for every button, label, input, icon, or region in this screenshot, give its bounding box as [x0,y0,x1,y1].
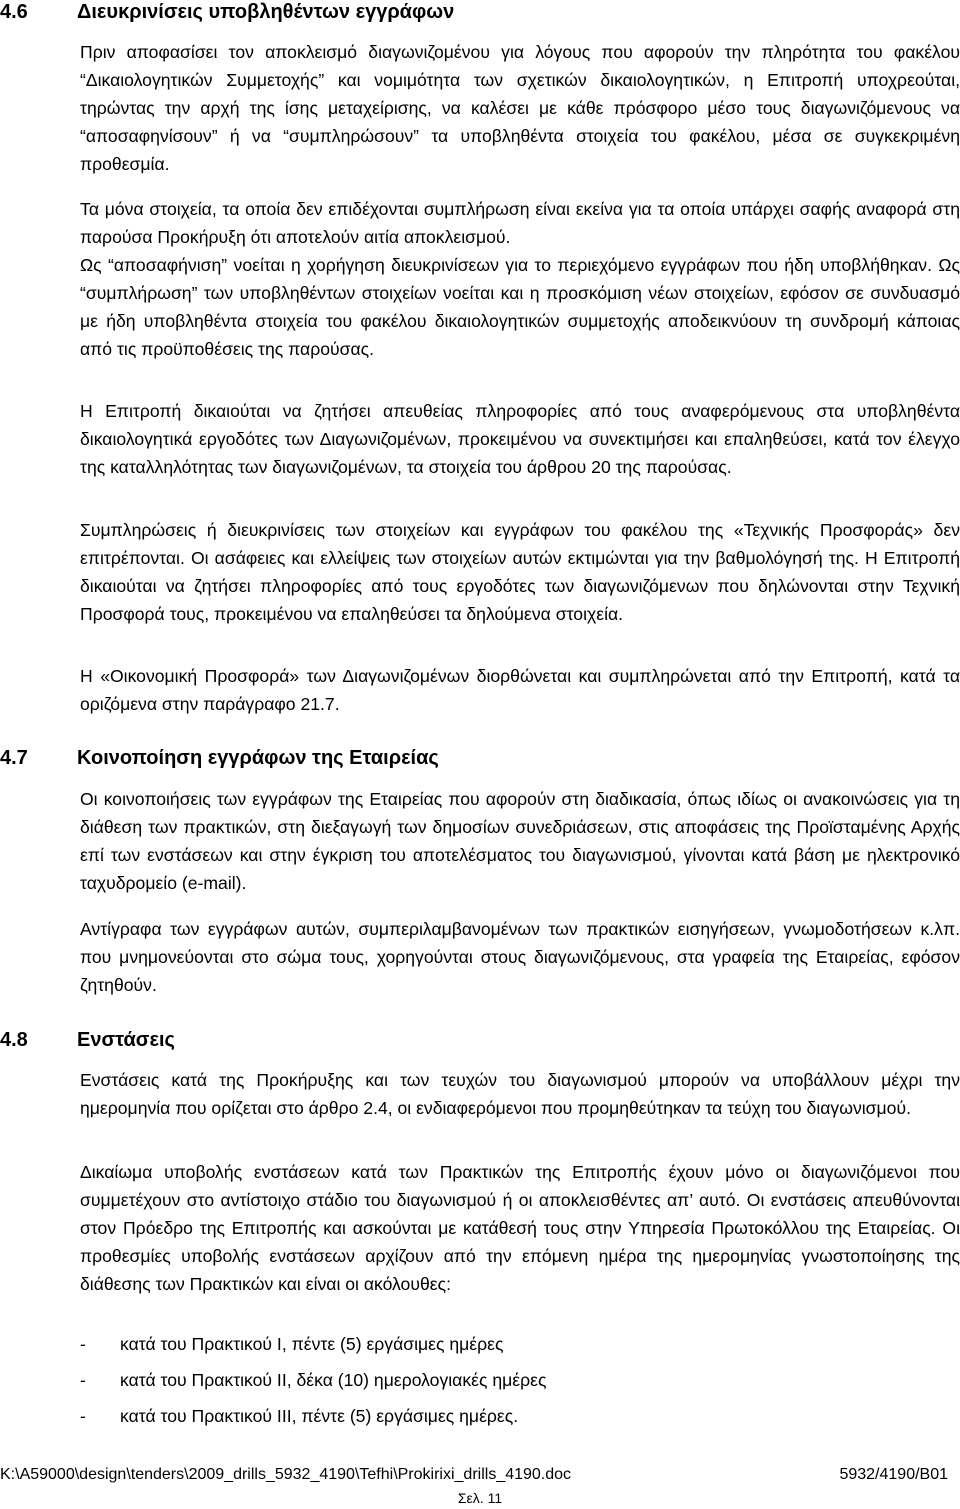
paragraph: Οι κοινοποιήσεις των εγγράφων της Εταιρείας που αφορούν στη διαδικασία, όπως ιδίως οι ανακοινώσεις για τη διάθεση των πρακτικών, στη διεξαγωγή των δημοσίων συνεδριάσεων, στις αποφάσεις της Προϊσταμένης Αρχής επί των ενστάσεων και στην έγκριση του αποτελέσματος του διαγωνισμού, γίνονται κατά βάση με ηλεκτρονικό ταχυδρομείο (e-mail). [80,789,960,893]
list-item-text: κατά του Πρακτικού ΙΙ, δέκα (10) ημερολογιακές ημέρες [120,1370,547,1390]
section-heading-4-8 [0,1029,175,1051]
paragraph: Δικαίωμα υποβολής ενστάσεων κατά των Πρακτικών της Επιτροπής έχουν μόνο οι διαγωνιζόμενοι που συμμετέχουν στο αντίστοιχο στάδιο του διαγωνισμού ή οι αποκλεισθέντες απ’ αυτό. Οι ενστάσεις απευθύνονται στον Πρόεδρο της Επιτροπής και ασκούνται με κατάθεσή τους στην Υπηρεσία Πρωτοκόλλου της Εταιρείας. Οι προθεσμίες υποβολής ενστάσεων αρχίζουν από την επόμενη ημέρα της ημερομηνίας γνωστοποίησης της διάθεσης των Πρακτικών και είναι οι ακόλουθες: [80,1162,960,1294]
page-number: Σελ. 11 [457,1490,503,1506]
paragraph: Τα μόνα στοιχεία, τα οποία δεν επιδέχονται συμπλήρωση είναι εκείνα για τα οποία υπάρχει σαφής αναφορά στη παρούσα Προκήρυξη ότι αποτελούν αιτία αποκλεισμού. [80,199,960,247]
bullet-marker: - [80,1406,86,1426]
paragraph: Η Επιτροπή δικαιούται να ζητήσει απευθείας πληροφορίες από τους αναφερόμενους στα υποβληθέντα δικαιολογητικά εργοδότες των Διαγωνιζομένων, προκειμένου να συνεκτιμήσει και επαληθεύσει, κατά τον έλεγχο της καταλληλότητας των διαγωνιζομένων, τα στοιχεία του άρθρου 20 της παρούσας. [80,401,960,477]
section-number: 4.6 [0,1,28,23]
section-heading-4-7 [0,747,439,769]
section-title: Ενστάσεις [77,1029,175,1051]
paragraph: Συμπληρώσεις ή διευκρινίσεις των στοιχείων και εγγράφων του φακέλου της «Τεχνικής Προσφοράς» δεν επιτρέπονται. Οι ασάφειες και ελλείψεις των στοιχείων αυτών εκτιμώνται για την βαθμολόγησή της. Η Επιτροπή δικαιούται να ζητήσει πληροφορίες από τους εργοδότες των διαγωνιζόμενων που δηλώνονται στην Τεχνική Προσφορά τους, προκειμένου να επαληθεύσει τα δηλούμενα στοιχεία. [80,520,960,624]
list-item [80,1330,546,1366]
document-path: K:\A59000\design\tenders\2009_drills_5932_4190\Tefhi\Prokirixi_drills_4190.doc [0,1466,572,1483]
bullet-marker: - [80,1370,86,1390]
list-item [80,1402,546,1438]
paragraph: Ενστάσεις κατά της Προκήρυξης και των τευχών του διαγωνισμού μπορούν να υποβάλλουν μέχρι την ημερομηνία που ορίζεται στο άρθρο 2.4, οι ενδιαφερόμενοι που προμηθεύτηκαν τα τεύχη του διαγωνισμού. [80,1070,960,1118]
list-item-text: κατά του Πρακτικού Ι, πέντε (5) εργάσιμες ημέρες [120,1334,504,1354]
document-reference: 5932/4190/B01 [839,1466,948,1483]
paragraph: Ως “αποσαφήνιση” νοείται η χορήγηση διευκρινίσεων για το περιεχόμενο εγγράφων που ήδη υποβλήθηκαν. Ως “συμπλήρωση” των υποβληθέντων στοιχείων νοείται και η προσκόμιση νέων στοιχείων, εφόσον σε συνδυασμό με ήδη υποβληθέντα στοιχεία του φακέλου δικαιολογητικών συμμετοχής αποδεικνύουν τη συνδρομή κάποιας από τις προϋποθέσεις της παρούσας. [80,255,960,359]
section-title: Κοινοποίηση εγγράφων της Εταιρείας [77,747,439,769]
list-item [80,1366,546,1402]
section-heading-4-6 [0,1,454,23]
paragraph: Αντίγραφα των εγγράφων αυτών, συμπεριλαμβανομένων των πρακτικών εισηγήσεων, γνωμοδοτήσεων κ.λπ. που μνημονεύονται στο σώμα τους, χορηγούνται στους διαγωνιζόμενους, στα γραφεία της Εταιρείας, εφόσον ζητηθούν. [80,919,960,995]
page-footer [0,1466,960,1484]
section-number: 4.7 [0,747,28,769]
list-item-text: κατά του Πρακτικού ΙΙΙ, πέντε (5) εργάσιμες ημέρες. [120,1406,519,1426]
bullet-marker: - [80,1334,86,1354]
paragraph: Η «Οικονομική Προσφορά» των Διαγωνιζομένων διορθώνεται και συμπληρώνεται από την Επιτροπή, κατά τα οριζόμενα στην παράγραφο 21.7. [80,666,960,714]
paragraph: Πριν αποφασίσει τον αποκλεισμό διαγωνιζομένου για λόγους που αφορούν την πληρότητα του φακέλου “Δικαιολογητικών Συμμετοχής” και νομιμότητα των σχετικών δικαιολογητικών, η Επιτροπή υποχρεούται, τηρώντας την αρχή της ίσης μεταχείρισης, να καλέσει με κάθε πρόσφορο μέσο τους διαγωνιζόμενους να “αποσαφηνίσουν” ή να “συμπληρώσουν” τα υποβληθέντα στοιχεία του φακέλου, μέσα σε συγκεκριμένη προθεσμία. [80,42,960,174]
section-number: 4.8 [0,1029,28,1051]
objection-deadlines-list [80,1330,546,1438]
section-title: Διευκρινίσεις υποβληθέντων εγγράφων [77,1,455,23]
